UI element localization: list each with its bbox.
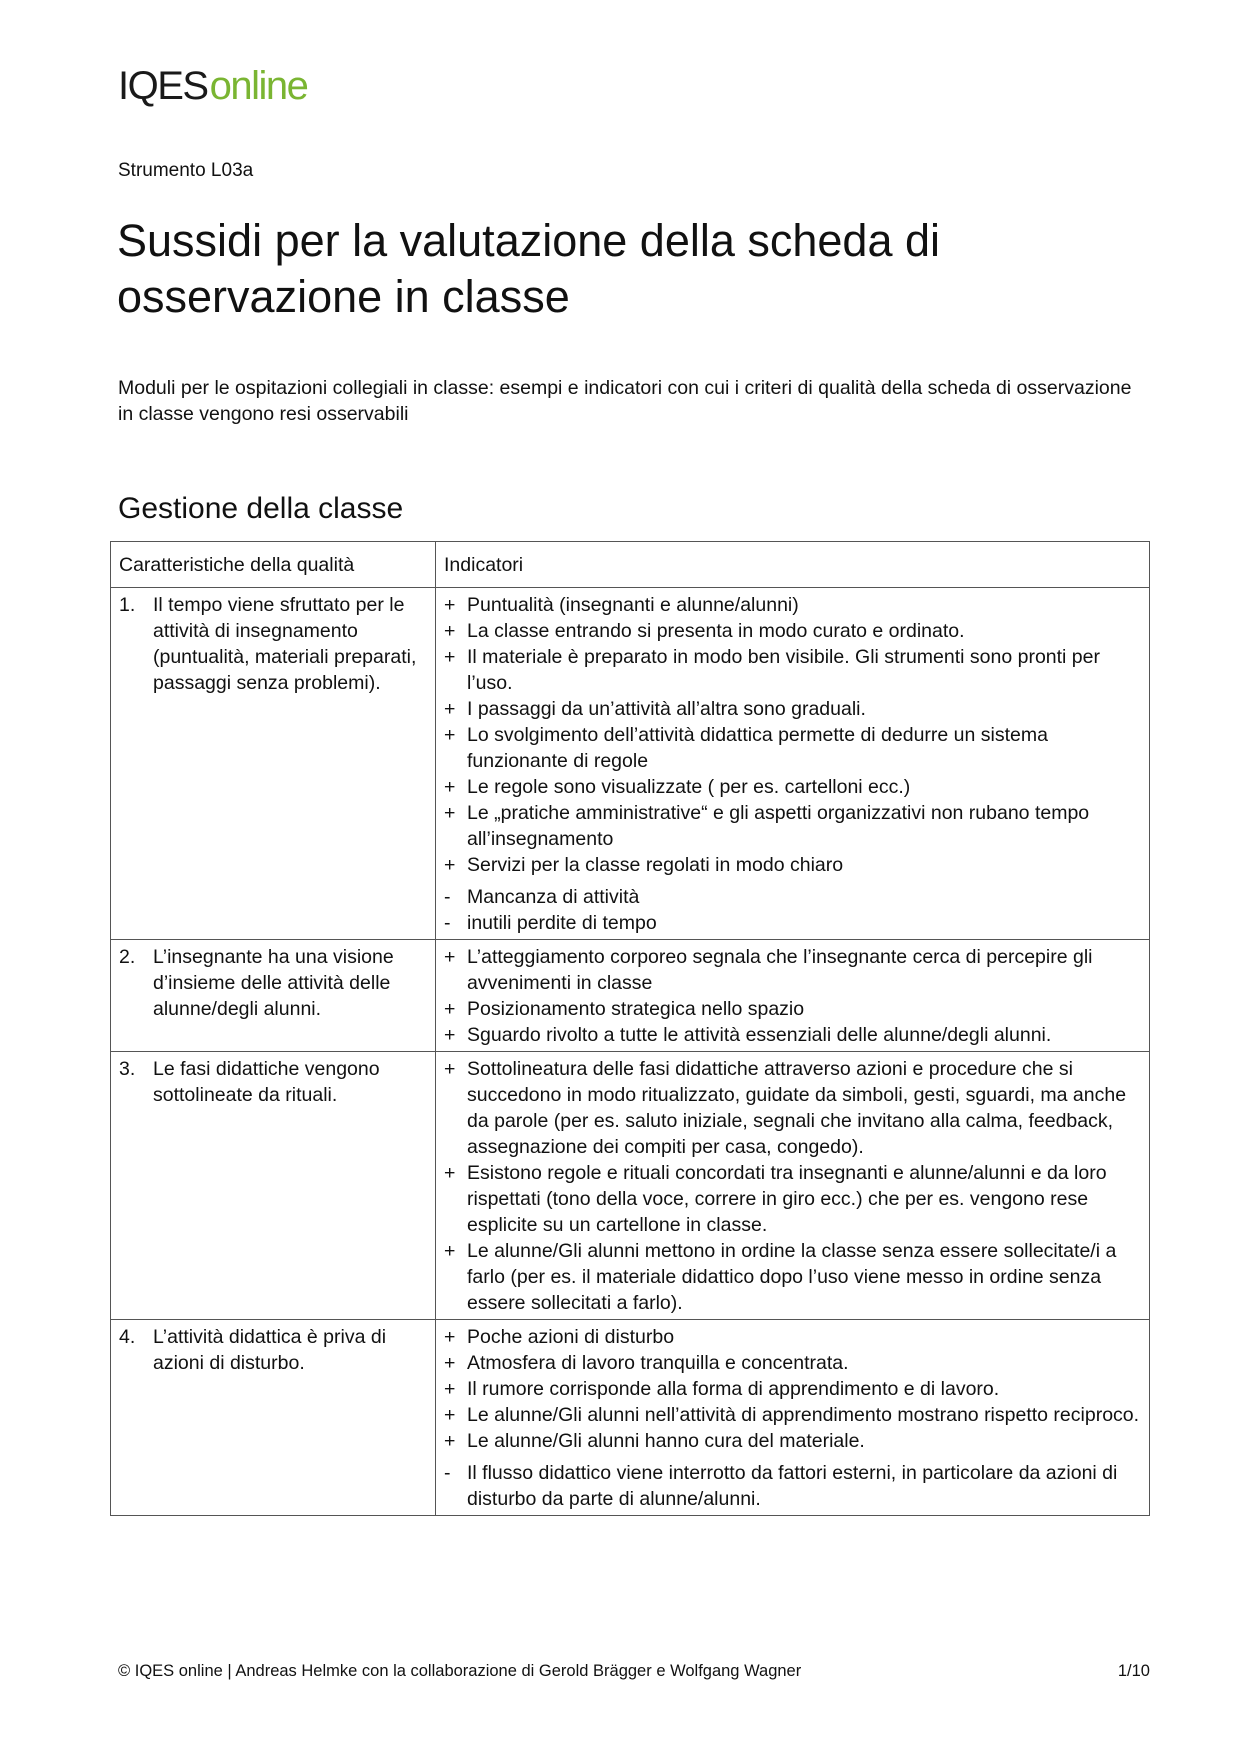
tool-id: Strumento L03a	[118, 160, 254, 181]
minus-icon: -	[444, 886, 451, 908]
plus-icon: +	[444, 620, 456, 642]
indicators-cell	[436, 588, 1150, 940]
indicator-item	[444, 1350, 1141, 1376]
header-criteria: Caratteristiche della qualità	[111, 542, 436, 588]
criterion-text: Il tempo viene sfruttato per le attività di insegnamento (puntualità, materiali preparati, passaggi senza problemi).	[153, 594, 417, 694]
indicator-text: Le alunne/Gli alunni hanno cura del materiale.	[467, 1430, 865, 1452]
indicator-text: Il materiale è preparato in modo ben visibile. Gli strumenti sono pronti per l’uso.	[467, 646, 1100, 694]
indicator-item	[444, 1160, 1141, 1238]
table-header-row	[111, 542, 1150, 588]
indicator-text: Lo svolgimento dell’attività didattica permette di dedurre un sistema funzionante di regole	[467, 724, 1048, 772]
table-row	[111, 588, 1150, 940]
plus-icon: +	[444, 1058, 456, 1080]
criterion-number: 2.	[119, 946, 136, 968]
plus-icon: +	[444, 1404, 456, 1426]
plus-icon: +	[444, 594, 456, 616]
criterion-text: Le fasi didattiche vengono sottolineate da rituali.	[153, 1058, 380, 1106]
plus-icon: +	[444, 1024, 456, 1046]
plus-icon: +	[444, 776, 456, 798]
indicator-text: Le „pratiche amministrative“ e gli aspetti organizzativi non rubano tempo all’insegnamento	[467, 802, 1090, 850]
indicators-cell	[436, 1052, 1150, 1320]
indicator-item	[444, 722, 1141, 774]
criterion-number: 3.	[119, 1058, 136, 1080]
indicator-item	[444, 910, 1141, 936]
indicator-item	[444, 1056, 1141, 1160]
section-title: Gestione della classe	[118, 492, 404, 525]
indicators-cell	[436, 940, 1150, 1052]
criterion-cell	[111, 1320, 436, 1516]
header-indicators: Indicatori	[436, 542, 1150, 588]
indicator-item	[444, 1376, 1141, 1402]
minus-icon: -	[444, 912, 451, 934]
criterion-number: 1.	[119, 594, 136, 616]
plus-icon: +	[444, 854, 456, 876]
indicator-text: Poche azioni di disturbo	[467, 1326, 675, 1348]
footer-credit: © IQES online | Andreas Helmke con la collaborazione di Gerold Brägger e Wolfgang Wagner	[118, 1662, 802, 1680]
indicator-item	[444, 852, 1141, 878]
indicator-text: Sguardo rivolto a tutte le attività essenziali delle alunne/degli alunni.	[467, 1024, 1052, 1046]
indicator-text: Il flusso didattico viene interrotto da fattori esterni, in particolare da azioni di disturbo da parte di alunne/alunni.	[467, 1462, 1118, 1510]
criterion-text: L’attività didattica è priva di azioni di disturbo.	[153, 1326, 387, 1374]
criterion-cell	[111, 588, 436, 940]
indicator-item	[444, 1324, 1141, 1350]
indicator-item	[444, 1022, 1141, 1048]
indicators-cell	[436, 1320, 1150, 1516]
page-footer	[118, 1662, 1150, 1681]
indicator-text: Le alunne/Gli alunni mettono in ordine la classe senza essere sollecitate/i a farlo (per es. il materiale didattico dopo l’uso viene messo in ordine senza essere sollecitati a farlo).	[467, 1240, 1117, 1314]
indicator-text: Servizi per la classe regolati in modo chiaro	[467, 854, 844, 876]
criterion-cell	[111, 940, 436, 1052]
logo-online: online	[209, 64, 308, 108]
criteria-table	[110, 541, 1150, 1516]
indicator-item	[444, 644, 1141, 696]
indicator-text: Le regole sono visualizzate ( per es. cartelloni ecc.)	[467, 776, 911, 798]
table-row	[111, 1052, 1150, 1320]
plus-icon: +	[444, 1430, 456, 1452]
indicator-text: Il rumore corrisponde alla forma di apprendimento e di lavoro.	[467, 1378, 1000, 1400]
plus-icon: +	[444, 998, 456, 1020]
indicator-item	[444, 1238, 1141, 1316]
indicator-item	[444, 800, 1141, 852]
indicator-text: L’atteggiamento corporeo segnala che l’insegnante cerca di percepire gli avvenimenti in classe	[467, 946, 1093, 994]
indicator-text: La classe entrando si presenta in modo curato e ordinato.	[467, 620, 965, 642]
plus-icon: +	[444, 1352, 456, 1374]
iqes-online-logo	[118, 66, 307, 106]
minus-icon: -	[444, 1462, 451, 1484]
plus-icon: +	[444, 646, 456, 668]
plus-icon: +	[444, 1326, 456, 1348]
page-subtitle: Moduli per le ospitazioni collegiali in classe: esempi e indicatori con cui i criteri di qualità della scheda di osservazione in classe vengono resi osservabili	[118, 377, 1132, 425]
indicator-item	[444, 774, 1141, 800]
plus-icon: +	[444, 724, 456, 746]
indicator-text: Esistono regole e rituali concordati tra insegnanti e alunne/alunni e da loro rispettati (tono della voce, correre in giro ecc.) che per es. vengono rese esplicite su un cartellone in classe.	[467, 1162, 1107, 1236]
logo-iqes: IQES	[118, 64, 208, 108]
plus-icon: +	[444, 1240, 456, 1262]
plus-icon: +	[444, 1378, 456, 1400]
table-row	[111, 1320, 1150, 1516]
indicator-text: Le alunne/Gli alunni nell’attività di apprendimento mostrano rispetto reciproco.	[467, 1404, 1140, 1426]
indicator-item	[444, 618, 1141, 644]
plus-icon: +	[444, 1162, 456, 1184]
indicator-item	[444, 1402, 1141, 1428]
indicator-text: I passaggi da un’attività all’altra sono graduali.	[467, 698, 866, 720]
plus-icon: +	[444, 698, 456, 720]
page-number: 1/10	[1117, 1662, 1150, 1680]
indicator-item	[444, 1460, 1141, 1512]
indicator-item	[444, 884, 1141, 910]
indicator-text: inutili perdite di tempo	[467, 912, 657, 934]
criterion-cell	[111, 1052, 436, 1320]
indicator-item	[444, 996, 1141, 1022]
plus-icon: +	[444, 946, 456, 968]
indicator-text: Sottolineatura delle fasi didattiche attraverso azioni e procedure che si succedono in modo ritualizzato, guidate da simboli, gesti, sguardi, ma anche da parole (per es. saluto iniziale, segnali che invitano alla calma, feedback, assegnazione dei compiti per casa, congedo).	[467, 1058, 1127, 1158]
criterion-text: L’insegnante ha una visione d’insieme delle attività delle alunne/degli alunni.	[153, 946, 394, 1020]
criterion-number: 4.	[119, 1326, 136, 1348]
table-row	[111, 940, 1150, 1052]
indicator-text: Posizionamento strategica nello spazio	[467, 998, 805, 1020]
indicator-item	[444, 592, 1141, 618]
indicator-item	[444, 1428, 1141, 1454]
plus-icon: +	[444, 802, 456, 824]
page-title: Sussidi per la valutazione della scheda di osservazione in classe	[117, 215, 941, 322]
indicator-text: Atmosfera di lavoro tranquilla e concentrata.	[467, 1352, 849, 1374]
indicator-item	[444, 696, 1141, 722]
indicator-text: Mancanza di attività	[467, 886, 640, 908]
indicator-text: Puntualità (insegnanti e alunne/alunni)	[467, 594, 799, 616]
indicator-item	[444, 944, 1141, 996]
